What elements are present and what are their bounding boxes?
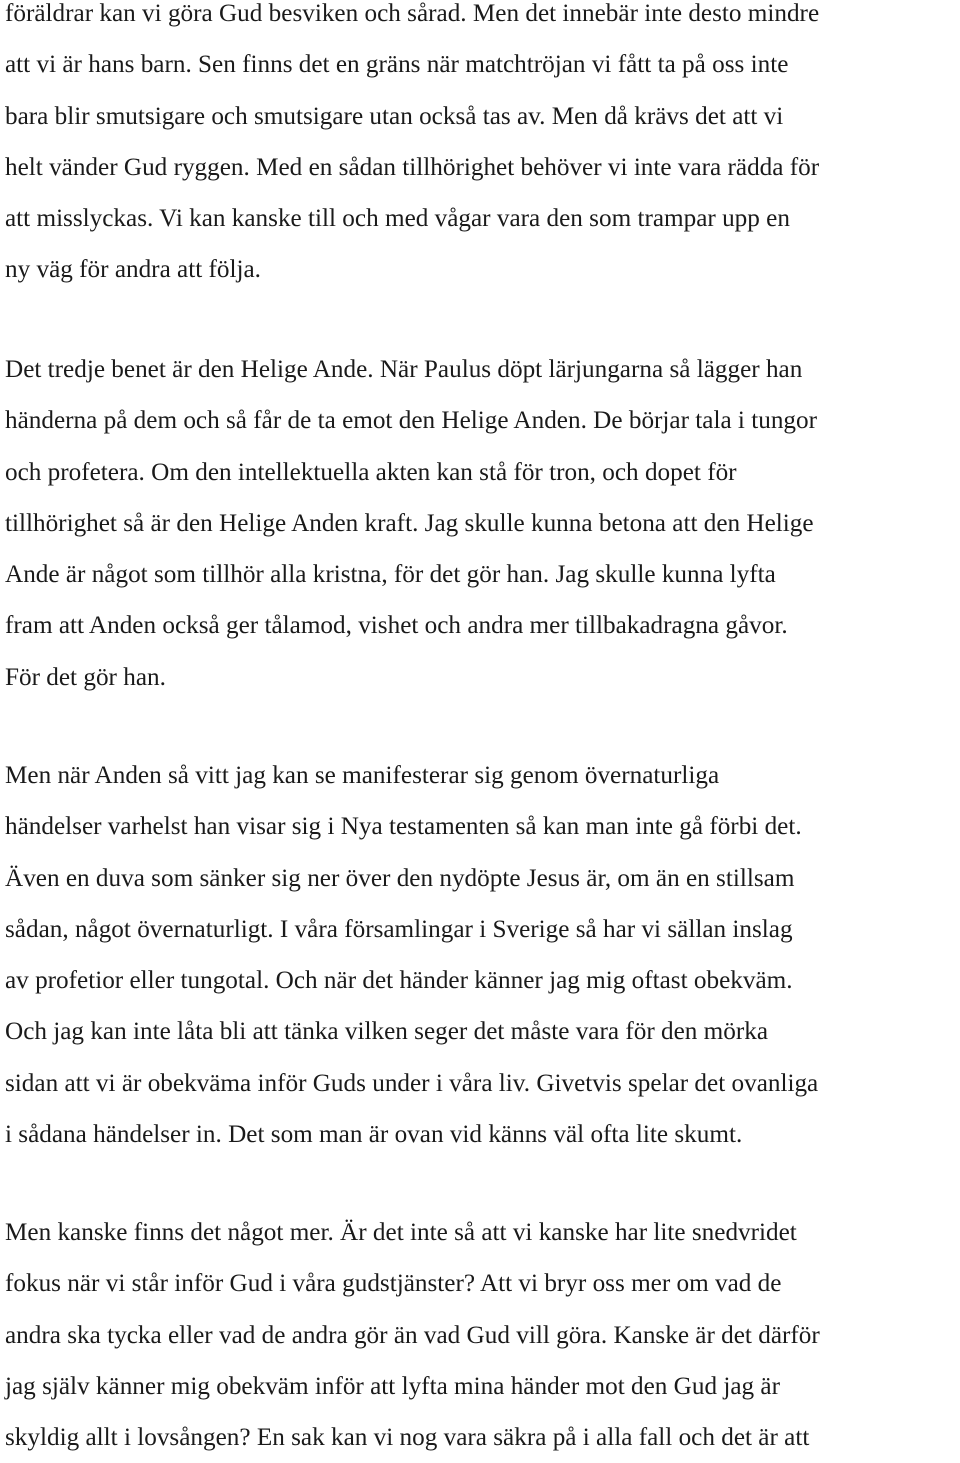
text-line: händelser varhelst han visar sig i Nya testamenten så kan man inte gå förbi det.: [5, 813, 802, 841]
text-line: Men när Anden så vitt jag kan se manifesterar sig genom övernaturliga: [5, 762, 720, 789]
text-line: och profetera. Om den intellektuella akten kan stå för tron, och dopet för: [5, 458, 737, 486]
text-line: För det gör han.: [5, 663, 166, 691]
text-line: Men kanske finns det något mer. Är det inte så att vi kanske har lite snedvridet: [5, 1219, 797, 1246]
text-line: tillhörighet så är den Helige Anden kraft. Jag skulle kunna betona att den Helige: [5, 509, 814, 537]
text-line: fram att Anden också ger tålamod, vishet och andra mer tillbakadragna gåvor.: [5, 612, 788, 640]
text-line: Även en duva som sänker sig ner över den nydöpte Jesus är, om än en stillsam: [5, 864, 795, 892]
text-line: av profetior eller tungotal. Och när det händer känner jag mig oftast obekväm.: [5, 967, 793, 995]
text-line: Och jag kan inte låta bli att tänka vilken seger det måste vara för den mörka: [5, 1018, 769, 1046]
paragraph: [5, 1207, 957, 1463]
text-line: att misslyckas. Vi kan kanske till och med vågar vara den som trampar upp en: [5, 205, 790, 233]
text-line: ny väg för andra att följa.: [5, 256, 261, 284]
paragraph: [5, 750, 957, 1160]
text-line: Ande är något som tillhör alla kristna, för det gör han. Jag skulle kunna lyfta: [5, 561, 776, 589]
text-line: att vi är hans barn. Sen finns det en gräns när matchtröjan vi fått ta på oss inte: [5, 51, 789, 79]
text-line: jag själv känner mig obekväm inför att lyfta mina händer mot den Gud jag är: [5, 1372, 780, 1400]
text-line: skyldig allt i lovsången? En sak kan vi nog vara säkra på i alla fall och det är att: [5, 1424, 810, 1452]
text-line: Det tredje benet är den Helige Ande. När Paulus döpt lärjungarna så lägger han: [5, 356, 803, 383]
text-line: helt vänder Gud ryggen. Med en sådan tillhörighet behöver vi inte vara rädda för: [5, 153, 820, 181]
text-line: föräldrar kan vi göra Gud besviken och sårad. Men det innebär inte desto mindre: [5, 0, 820, 27]
text-line: händerna på dem och så får de ta emot den Helige Anden. De börjar tala i tungor: [5, 407, 817, 435]
paragraph: [5, 344, 957, 703]
text-line: fokus när vi står inför Gud i våra gudstjänster? Att vi bryr oss mer om vad de: [5, 1270, 782, 1298]
paragraph: [5, 0, 957, 296]
text-line: bara blir smutsigare och smutsigare utan också tas av. Men då krävs det att vi: [5, 102, 784, 130]
text-line: sidan att vi är obekväma inför Guds under i våra liv. Givetvis spelar det ovanliga: [5, 1069, 819, 1097]
text-line: sådan, något övernaturligt. I våra församlingar i Sverige så har vi sällan inslag: [5, 915, 793, 943]
text-line: i sådana händelser in. Det som man är ovan vid känns väl ofta lite skumt.: [5, 1121, 743, 1149]
text-line: andra ska tycka eller vad de andra gör än vad Gud vill göra. Kanske är det därför: [5, 1321, 820, 1349]
